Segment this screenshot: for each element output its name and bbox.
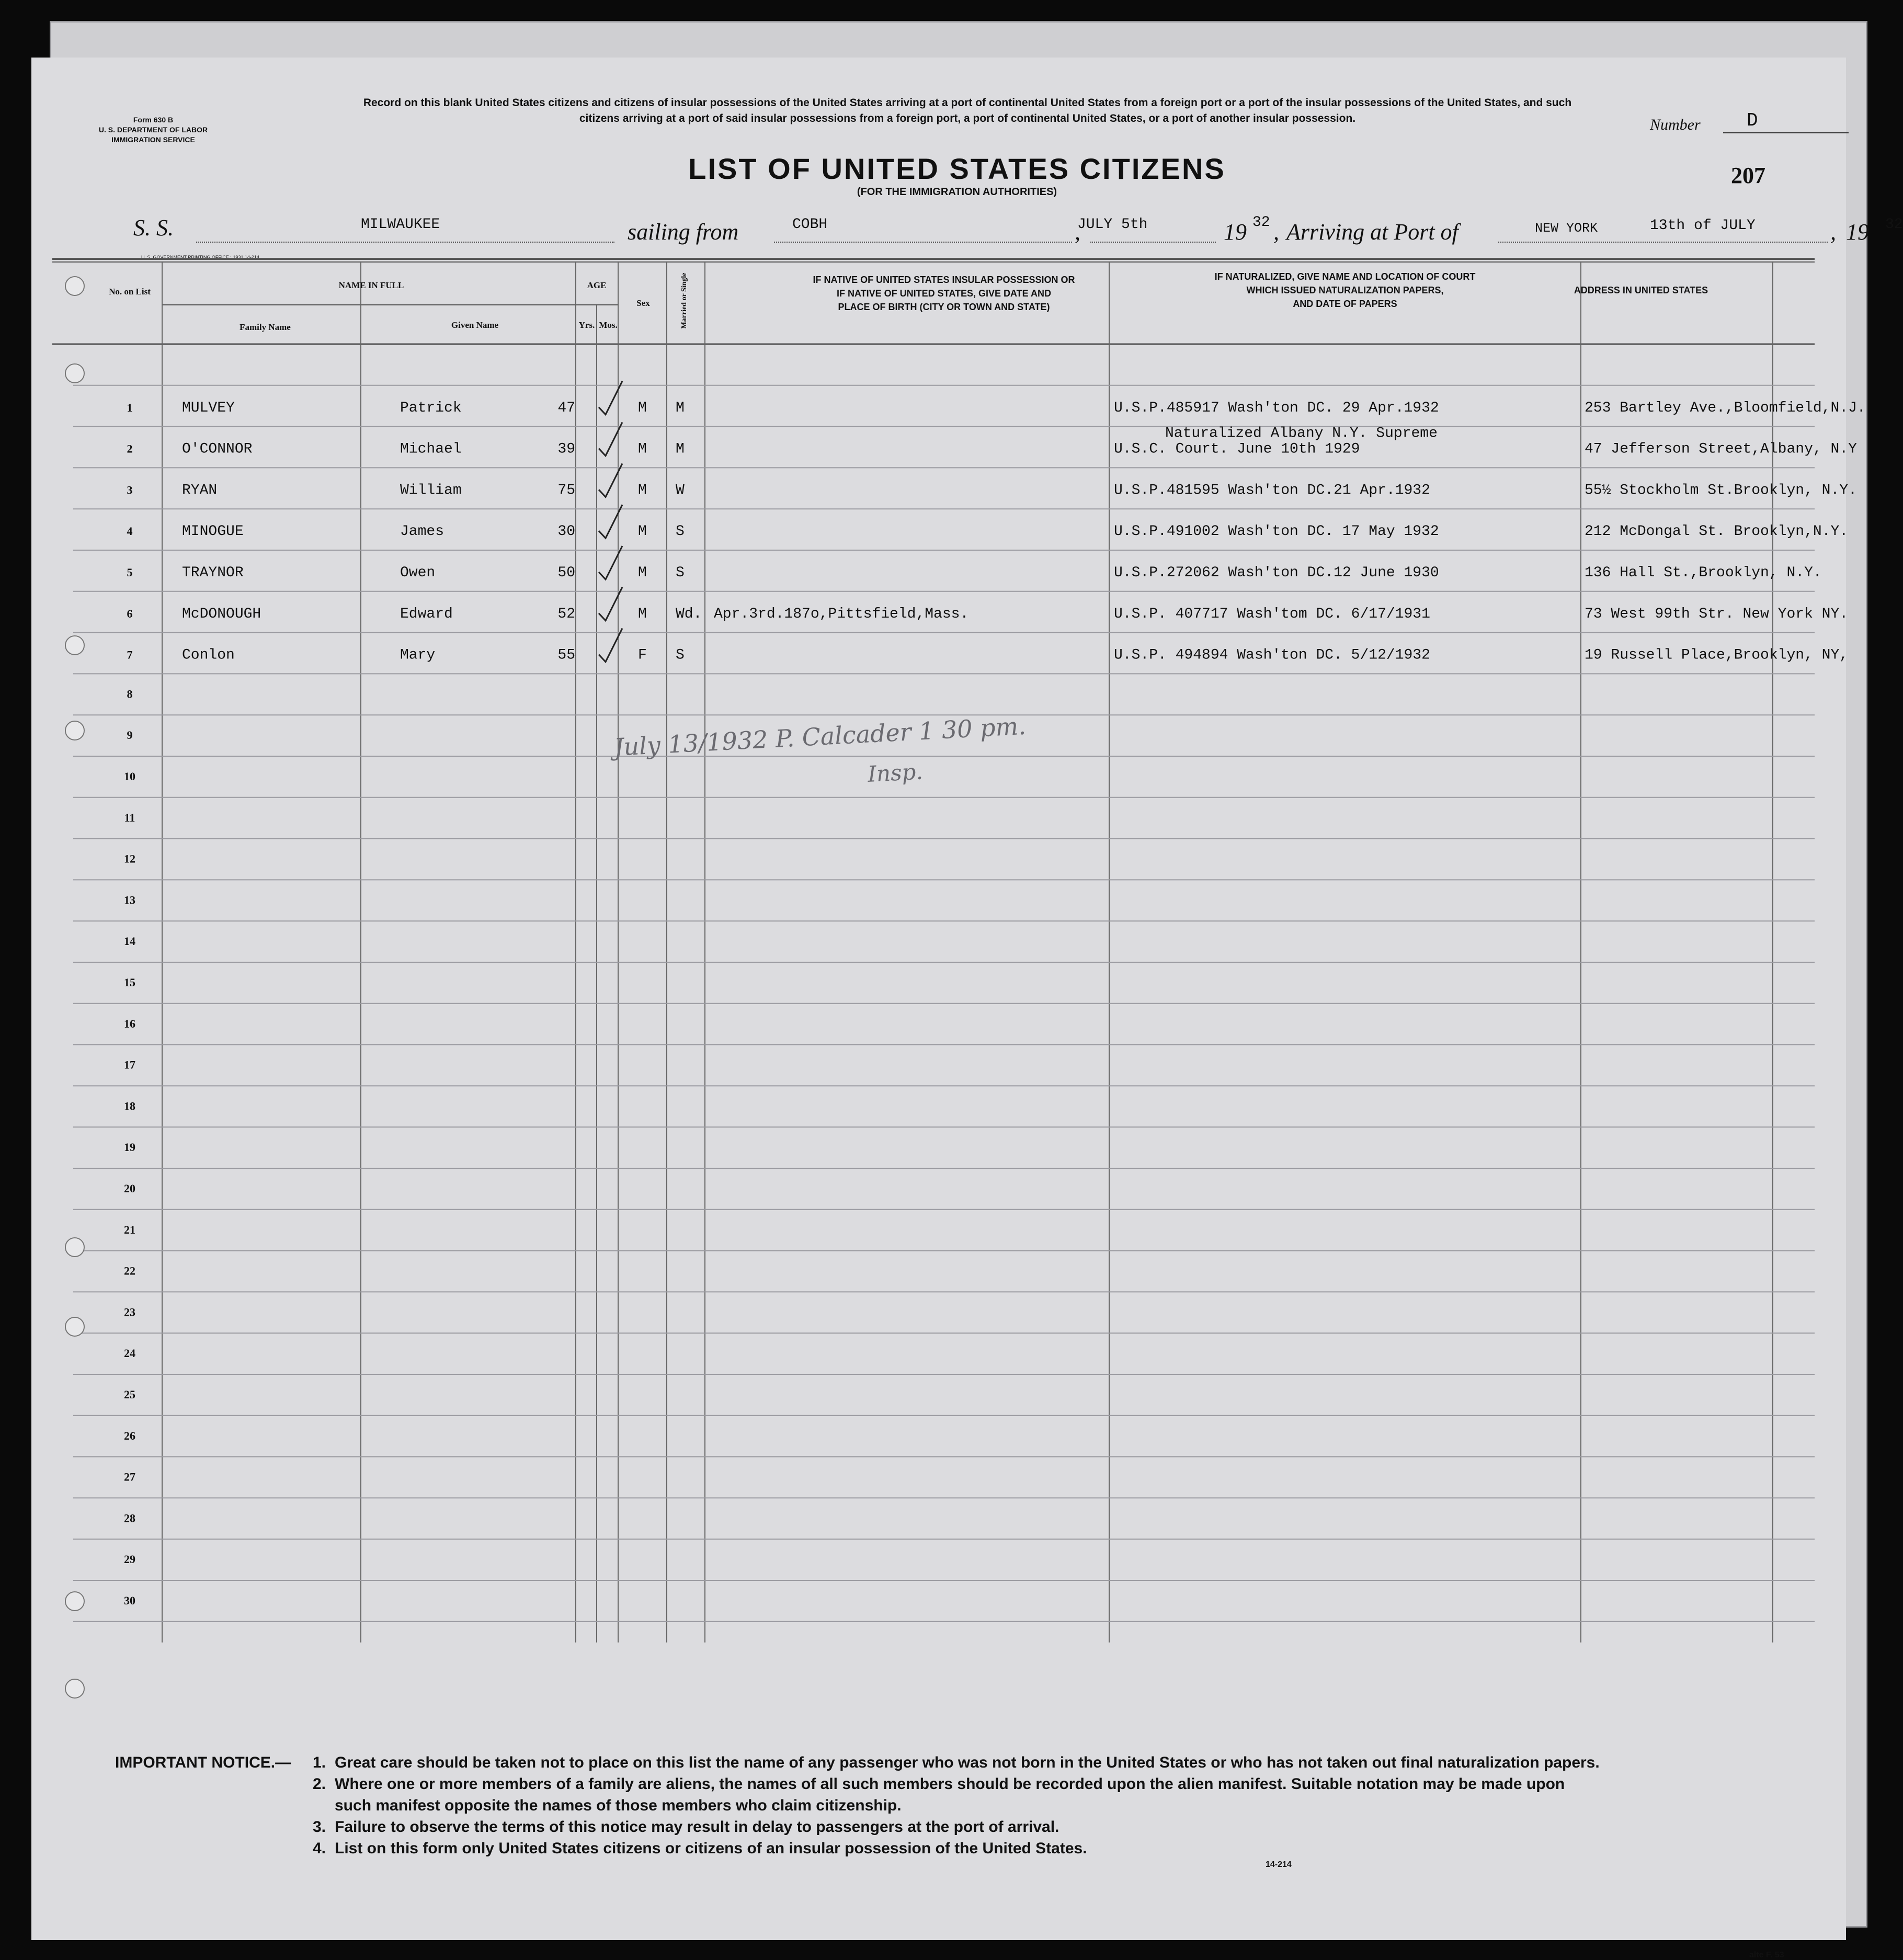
row-number: 15 [124,976,135,989]
age-years: 39 [557,441,575,458]
naturalization-info: U.S.P.491002 Wash'ton DC. 17 May 1932 [1114,523,1439,540]
notice-item: 1. Great care should be taken not to place on this list the name of any passenger who was not born in the United States or who has not taken out final naturalization papers. [313,1754,1600,1771]
header-yrs: Yrs. [578,320,595,330]
marital-status: Wd. [676,606,702,622]
family-name: RYAN [182,482,218,499]
arrival-date: 13th of JULY [1650,218,1756,234]
manifest-table [52,259,1866,1734]
table-row [127,381,1866,416]
family-name: McDONOUGH [182,606,261,622]
handwritten-stamp [609,712,1027,787]
binder-hole [65,1317,85,1337]
marital-status: S [676,647,685,664]
sail-year-prefix: 19 [1224,219,1247,245]
number-value: D [1747,110,1758,131]
row-number: 20 [124,1182,135,1195]
row-number: 23 [124,1305,135,1319]
notice-lead: IMPORTANT NOTICE.— [115,1754,291,1771]
stamp-line-2: Insp. [867,758,924,787]
marital-status: S [676,565,685,581]
sailing-label: sailing from [628,219,739,245]
family-name: MULVEY [182,400,235,416]
check-mark-icon [599,381,622,415]
page-subtitle: (FOR THE IMMIGRATION AUTHORITIES) [857,186,1057,198]
naturalization-info: U.S.P.485917 Wash'ton DC. 29 Apr.1932 [1114,400,1439,416]
header-given-name: Given Name [451,320,499,330]
marital-status: M [676,400,685,416]
row-number: 13 [124,893,135,907]
binder-hole [65,1591,85,1611]
header-sex: Sex [636,298,650,308]
check-mark-icon [599,629,622,662]
marital-status: S [676,523,685,540]
header-marital: Married or Single [680,272,688,329]
row-number: 28 [124,1511,135,1525]
notice-item: 2. Where one or more members of a family are aliens, the names of all such members should be recorded upon the alien manifest. Suitable notation may be made upon [313,1775,1565,1793]
us-address: 55½ Stockholm St.Brooklyn, N.Y. [1585,482,1857,499]
us-address: 136 Hall St.,Brooklyn, N.Y. [1585,565,1822,581]
sex: M [638,565,647,581]
row-number: 26 [124,1429,135,1442]
binder-hole [65,635,85,655]
instructions-text: Record on this blank United States citizens and citizens of insular possessions of the United States arriving at a port of continental United States from a foreign port or a port of the insular possessions of the United States, and such citizens arriving at a port of said insular possessions from a foreign port, a port of continental United States, or a port of another insular possession. [363,97,1572,124]
stamp-line-1: July 13/1932 P. Calcader 1 30 pm. [613,711,1027,761]
table-row [127,463,1857,498]
age-years: 47 [557,400,575,416]
row-number: 5 [127,566,133,579]
header-no: No. on List [109,287,151,297]
age-years: 30 [557,523,575,540]
check-mark-icon [599,505,622,538]
row-number: 18 [124,1099,135,1113]
given-name: Edward [400,606,453,622]
notice-item: 4. List on this form only United States citizens or citizens of an insular possession of the United States. [313,1840,1087,1857]
row-number: 6 [127,607,133,620]
sail-year: 32 [1252,214,1270,231]
service-name: IMMIGRATION SERVICE [111,135,195,144]
header-nat-1: IF NATURALIZED, GIVE NAME AND LOCATION OF COURT [1214,271,1476,282]
age-years: 55 [557,647,575,664]
header-name-in-full: NAME IN FULL [338,280,404,290]
row-number: 16 [124,1017,135,1030]
row-number: 4 [127,525,133,538]
family-name: Conlon [182,647,235,664]
table-row [127,505,1849,540]
form-id-block [72,115,234,145]
form-code: 14-214 [1266,1860,1292,1869]
given-name: William [400,482,462,499]
arrival-year: 32 [1885,216,1903,233]
form-number: Form 630 B [133,116,174,124]
page-title: LIST OF UNITED STATES CITIZENS [688,152,1226,185]
sex: M [638,441,647,458]
given-name: Michael [400,441,462,458]
row-number: 2 [127,442,133,455]
naturalization-info-line: Naturalized Albany N.Y. Supreme [1165,425,1438,442]
row-number: 25 [124,1388,135,1401]
table-row [127,423,1858,458]
header-mos: Mos. [599,320,618,330]
row-number: 21 [124,1223,135,1236]
age-years: 75 [557,482,575,499]
sex: M [638,400,647,416]
printer-line: U. S. GOVERNMENT PRINTING OFFICE : 1931 14-214 [141,255,259,260]
us-address: 19 Russell Place,Brooklyn, NY, [1585,647,1849,664]
department-name: U. S. DEPARTMENT OF LABOR [98,126,208,134]
table-row [127,546,1822,581]
birth-info: Apr.3rd.187o,Pittsfield,Mass. [714,606,969,622]
row-number: 30 [124,1594,135,1607]
check-mark-icon [599,463,622,497]
marital-status: M [676,441,685,458]
age-years: 50 [557,565,575,581]
naturalization-info: U.S.P. 494894 Wash'ton DC. 5/12/1932 [1114,647,1430,664]
row-number: 7 [127,648,133,662]
binder-hole [65,1679,85,1699]
check-mark-icon [599,423,622,456]
ship-name: MILWAUKEE [361,216,440,233]
corner-code: alte F. 53 [1749,1951,1784,1959]
header-age: AGE [587,280,607,290]
naturalization-info: U.S.P. 407717 Wash'tom DC. 6/17/1931 [1114,606,1430,622]
row-number: 22 [124,1264,135,1278]
binder-hole [65,1237,85,1257]
row-number: 3 [127,483,133,497]
ss-label: S. S. [133,215,174,241]
row-number: 29 [124,1553,135,1566]
header-nat-3: AND DATE OF PAPERS [1293,299,1397,309]
sex: M [638,606,647,622]
header-birth-1: IF NATIVE OF UNITED STATES INSULAR POSSESSION OR [813,275,1075,285]
sex: M [638,482,647,499]
notice-item-continued: such manifest opposite the names of those members who claim citizenship. [335,1797,902,1814]
us-address: 73 West 99th Str. New York NY. [1585,606,1849,622]
row-number: 24 [124,1347,135,1360]
arrival-port: NEW YORK [1535,221,1598,236]
row-number: 27 [124,1470,135,1484]
page-number: 207 [1731,163,1765,188]
number-label: Number [1650,116,1701,133]
given-name: Mary [400,647,436,664]
row-number: 14 [124,935,135,948]
binder-hole [65,276,85,296]
row-number: 11 [124,811,135,824]
us-address: 253 Bartley Ave.,Bloomfield,N.J. [1585,400,1866,416]
row-number: 19 [124,1141,135,1154]
age-years: 52 [557,606,575,622]
family-name: TRAYNOR [182,565,244,581]
row-number: 8 [127,687,133,701]
marital-status: W [676,482,685,499]
arriving-label: Arriving at Port of [1286,219,1458,245]
header-birth-2: IF NATIVE OF UNITED STATES, GIVE DATE AND [836,288,1052,299]
us-address: 47 Jefferson Street,Albany, N.Y [1585,441,1857,458]
row-number: 17 [124,1058,135,1072]
binder-hole [65,363,85,383]
check-mark-icon [599,587,622,621]
family-name: MINOGUE [182,523,244,540]
voyage-line: S. S. MILWAUKEE sailing from COBH , JULY 5th 19 32 , Arriving at Port of NEW YORK 13th of JULY , 19 32 [133,214,1903,245]
notice-item: 3. Failure to observe the terms of this notice may result in delay to passengers at the port of arrival. [313,1818,1059,1836]
row-number: 10 [124,770,135,783]
given-name: Owen [400,565,436,581]
manifest-page [31,58,1903,1959]
header-birth-3: PLACE OF BIRTH (CITY OR TOWN AND STATE) [838,302,1050,312]
us-address: 212 McDongal St. Brooklyn,N.Y. [1585,523,1849,540]
binder-hole [65,721,85,740]
arrival-year-prefix: 19 [1846,219,1869,245]
header-nat-2: WHICH ISSUED NATURALIZATION PAPERS, [1246,285,1444,295]
table-row [127,629,1849,664]
number-underline [1723,132,1849,133]
naturalization-info: U.S.P.272062 Wash'ton DC.12 June 1930 [1114,565,1439,581]
sex: M [638,523,647,540]
given-name: Patrick [400,400,462,416]
check-mark-icon [599,546,622,579]
from-port: COBH [792,216,828,233]
table-row [127,587,1849,622]
naturalization-info: U.S.P.481595 Wash'ton DC.21 Apr.1932 [1114,482,1430,499]
row-number: 12 [124,852,135,865]
header-address: ADDRESS IN UNITED STATES [1574,285,1708,295]
family-name: O'CONNOR [182,441,253,458]
naturalization-info: U.S.C. Court. June 10th 1929 [1114,441,1360,458]
header-family-name: Family Name [240,322,291,332]
row-number: 9 [127,728,133,742]
given-name: James [400,523,445,540]
row-number: 1 [127,401,133,414]
sex: F [638,647,647,664]
sail-date: JULY 5th [1077,216,1148,233]
